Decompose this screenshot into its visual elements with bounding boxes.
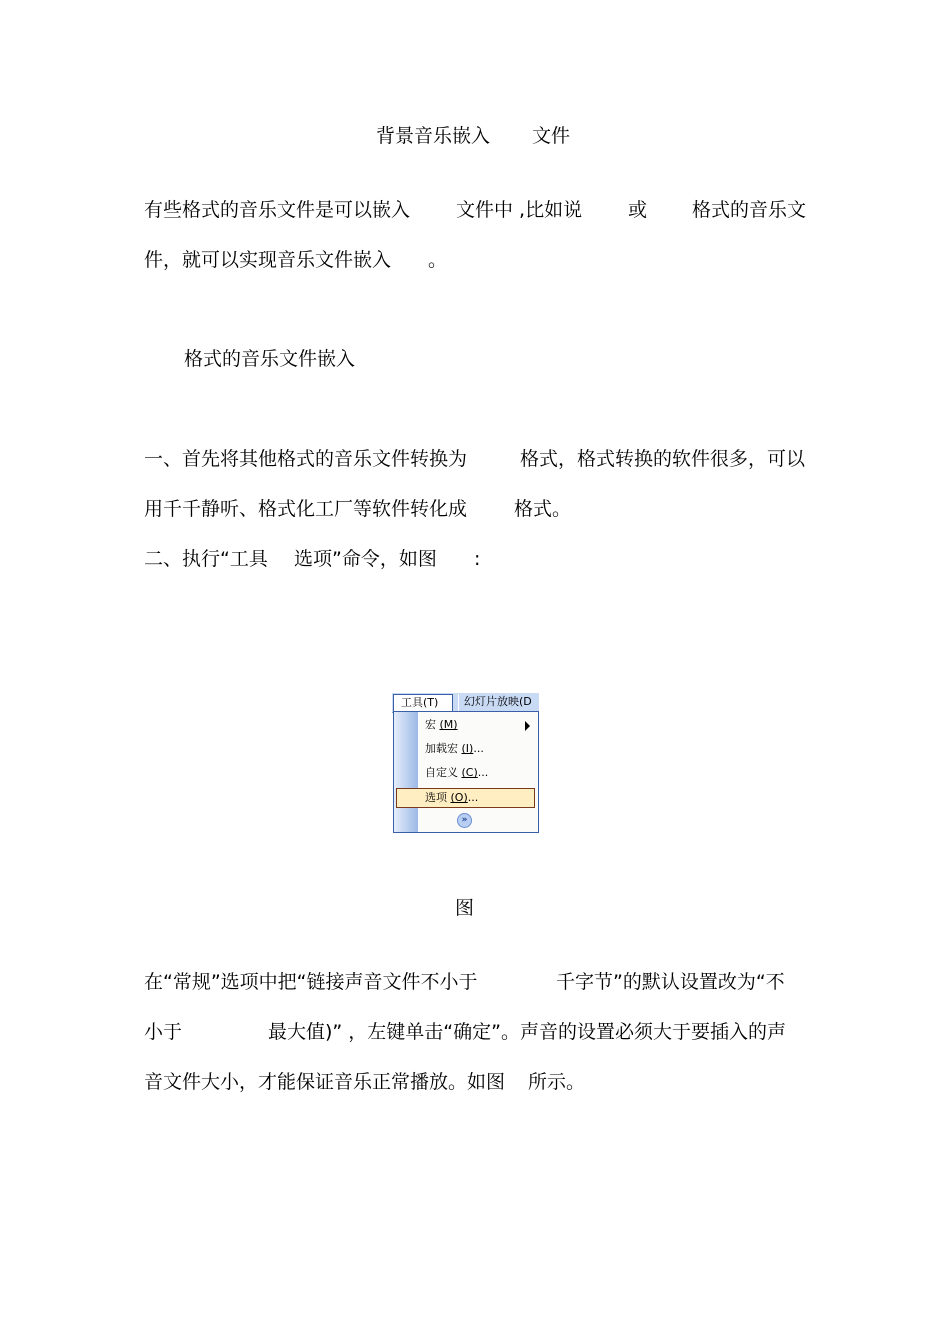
menu-slideshow-key: (D: [519, 695, 532, 708]
intro-line2-b: 。: [428, 249, 448, 271]
menu-item-options-label: 选项: [425, 791, 447, 804]
submenu-arrow-icon: [525, 721, 530, 731]
menu-item-macro[interactable]: [425, 716, 458, 734]
menu-tools-key: (T): [423, 696, 439, 709]
step2-b: 选项”命令，如图: [294, 548, 437, 570]
menu-tools[interactable]: [393, 694, 453, 711]
para-line1-a: 在“常规”选项中把“链接声音文件不小于: [144, 971, 478, 993]
intro-line1-a: 有些格式的音乐文件是可以嵌入: [144, 199, 411, 221]
menu-bar: [392, 693, 539, 713]
document-title: [376, 124, 570, 148]
figure-caption: 图: [455, 897, 475, 919]
menu-gutter: [394, 712, 418, 832]
step2-a: 二、执行“工具: [144, 548, 268, 570]
para-line1-b: 千字节”的默认设置改为“不: [556, 971, 785, 993]
menu-slideshow-label: 幻灯片放映: [464, 695, 519, 708]
menu-item-addins-suffix: ...: [473, 742, 484, 755]
section-heading: 格式的音乐文件嵌入: [184, 348, 356, 370]
menu-item-addins[interactable]: [425, 740, 484, 758]
menu-item-options-suffix: ...: [467, 791, 479, 804]
tools-dropdown: [393, 711, 539, 833]
menu-item-options-key: (O): [450, 791, 468, 804]
menu-screenshot: [392, 693, 539, 833]
expand-menu-icon[interactable]: »: [457, 813, 472, 828]
para-line2-a: 小于: [144, 1021, 183, 1043]
menu-item-customize-key: (C): [461, 766, 478, 779]
intro-line2-a: 件，就可以实现音乐文件嵌入: [144, 249, 392, 271]
menu-slideshow[interactable]: [458, 694, 539, 711]
step1-line1-b: 格式，格式转换的软件很多，可以: [520, 448, 806, 470]
para-line3-b: 所示。: [528, 1071, 586, 1093]
menu-item-macro-key: (M): [439, 718, 458, 731]
menu-item-options[interactable]: [425, 789, 478, 807]
menu-item-addins-key: (I): [461, 742, 474, 755]
menu-tools-label: 工具: [401, 696, 423, 709]
step1-line2-a: 用千千静听、格式化工厂等软件转化成: [144, 498, 468, 520]
step1-line2-b: 格式。: [514, 498, 572, 520]
menu-item-customize[interactable]: [425, 764, 488, 782]
menu-item-customize-suffix: ...: [477, 766, 489, 779]
step1-line1-a: 一、首先将其他格式的音乐文件转换为: [144, 448, 468, 470]
para-line2-b: 最大值)” ，左键单击“确定”。声音的设置必须大于要插入的声: [268, 1021, 786, 1043]
intro-line1-c: 或: [628, 199, 648, 221]
menu-item-macro-label: 宏: [425, 718, 436, 731]
para-line3-a: 音文件大小，才能保证音乐正常播放。如图: [144, 1071, 506, 1093]
intro-line1-b: 文件中 ,比如说: [456, 199, 583, 221]
intro-line1-d: 格式的音乐文: [692, 199, 807, 221]
title-part1: 背景音乐嵌入: [376, 125, 491, 147]
menu-item-addins-label: 加载宏: [425, 742, 458, 755]
title-part2: 文件: [532, 125, 571, 147]
step2-c: :: [474, 548, 481, 570]
menu-item-customize-label: 自定义: [425, 766, 458, 779]
